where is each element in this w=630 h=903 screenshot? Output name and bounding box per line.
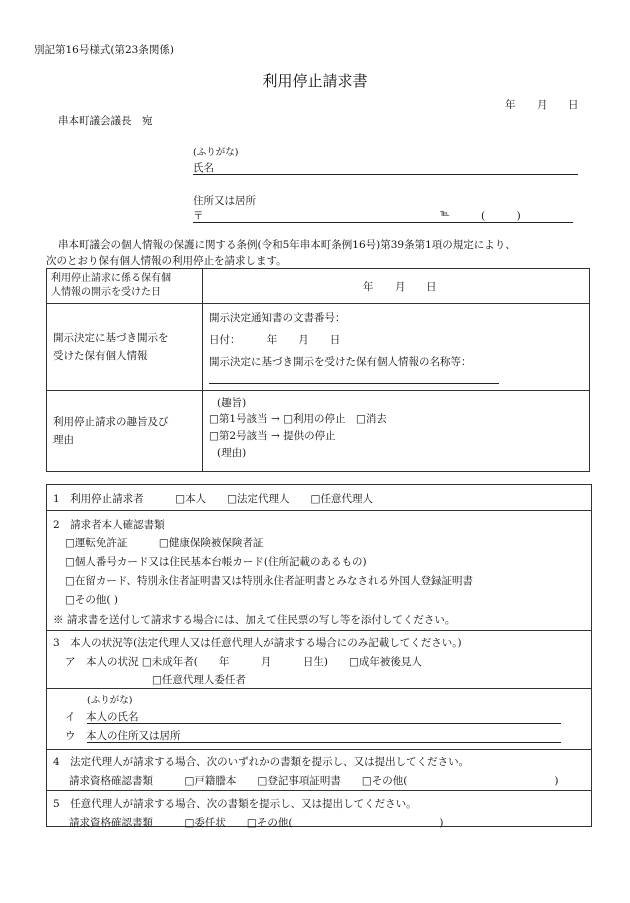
disclosed-info-name-line bbox=[209, 383, 499, 384]
section-4: 4 法定代理人が請求する場合、次のいずれかの書類を提示し、又は提出してください。 請求資格確認書類 □戸籍謄本 □登記事項証明書 □その他( ) bbox=[47, 750, 591, 791]
name-label: 氏名 bbox=[193, 162, 214, 174]
tel-paren: ( ) bbox=[481, 210, 521, 222]
date-year: 年 bbox=[505, 99, 516, 111]
addressee: 串本町議会議長 宛 bbox=[58, 115, 153, 127]
disclosed-info-field[interactable]: 開示決定通知書の文書番号： 日付： 年 月 日 開示決定に基づき開示を受けた保有個人情報の名称等： bbox=[203, 304, 590, 391]
address-field[interactable] bbox=[193, 222, 573, 223]
intro-line-2: 次のとおり保有個人情報の利用停止を請求します。 bbox=[46, 255, 287, 267]
section-3: 3 本人の状況等(法定代理人又は任意代理人が請求する場合にのみ記載してください。) ア 本人の状況 □未成年者( 年 月 日生) □成年被後見人 □任意代理人委任者 bbox=[47, 631, 591, 689]
disclosure-date-field[interactable]: 年 月 日 bbox=[203, 269, 590, 304]
section-3-person: (ふりがな) イ 本人の氏名 ウ 本人の住所又は居所 bbox=[47, 689, 591, 750]
furigana-label: (ふりがな) bbox=[193, 147, 239, 158]
name-field[interactable] bbox=[193, 174, 578, 175]
postal-mark: 〒 bbox=[193, 210, 204, 222]
date-month: 月 bbox=[537, 99, 548, 111]
date-day: 日 bbox=[568, 99, 579, 111]
page-title: 利用停止請求書 bbox=[262, 72, 368, 90]
section-1: 1 利用停止請求者 □本人 □法定代理人 □任意代理人 bbox=[47, 485, 591, 511]
purpose-reason-field[interactable]: (趣旨) □第1号該当 → □利用の停止 □消去 □第2号該当 → 提供の停止 (理由) bbox=[203, 391, 590, 472]
section-5: 5 任意代理人が請求する場合、次の書類を提示し、又は提出してください。 請求資格確認書類 □委任状 □その他( ) bbox=[53, 798, 444, 829]
address-label: 住所又は居所 bbox=[193, 195, 256, 207]
request-table bbox=[46, 268, 590, 472]
purpose-reason-label: 利用停止請求の趣旨及び 理由 bbox=[47, 391, 203, 472]
form-number: 別記第16号様式(第23条関係) bbox=[34, 44, 174, 56]
disclosed-info-label: 開示決定に基づき開示を 受けた保有個人情報 bbox=[47, 304, 203, 391]
person-name-field[interactable] bbox=[87, 723, 561, 724]
section-2: 2 請求者本人確認書類 □運転免許証 □健康保険被保険者証 □個人番号カード又は住民基本台帳カード(住所記載のあるもの) □在留カード、特別永住者証明書又は特別永住者証明書とみなされる外国人登録証明書 □その他( ) ※ 請求書を送付して請求する場合には、加えて住民票の写し等を添付してください。 bbox=[47, 511, 591, 631]
sections-box bbox=[46, 484, 592, 827]
person-address-field[interactable] bbox=[87, 742, 561, 743]
tel-icon: ℡ bbox=[440, 209, 450, 219]
disclosure-date-label: 利用停止請求に係る保有個 人情報の開示を受けた日 bbox=[47, 269, 203, 304]
intro-line-1: 串本町議会の個人情報の保護に関する条例(令和5年串本町条例16号)第39条第1項の規定により、 bbox=[58, 239, 516, 251]
